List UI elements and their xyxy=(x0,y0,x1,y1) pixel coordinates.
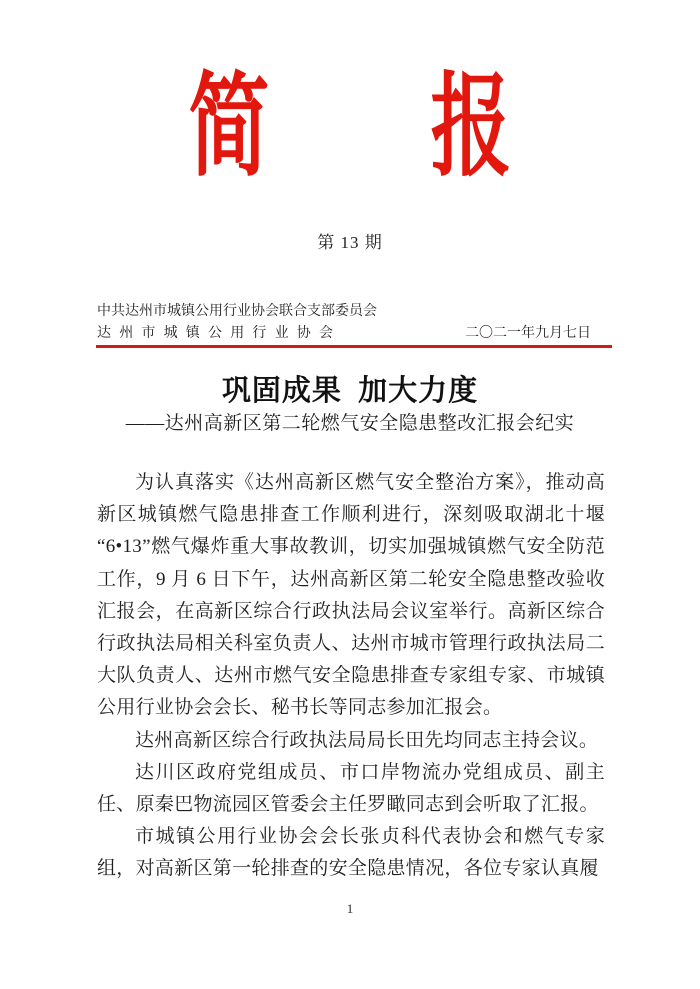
article-title: 巩固成果 加大力度 xyxy=(221,375,479,407)
org-block xyxy=(97,301,377,345)
masthead-title xyxy=(0,66,700,190)
article-body xyxy=(97,467,605,886)
masthead-char-right: 报 xyxy=(430,66,512,190)
issue-date: 二〇二一年九月七日 xyxy=(465,326,591,341)
paragraph: 市城镇公用行业协会会长张贞科代表协会和燃气专家组，对高新区第一轮排查的安全隐患情况，各位专家认真履 xyxy=(97,826,605,880)
issue-number: 第 13 期 xyxy=(317,233,383,252)
paragraph: 达川区政府党组成员、市口岸物流办党组成员、副主任、原秦巴物流园区管委会主任罗瞰同志到会听取了汇报。 xyxy=(97,761,605,816)
paragraph: 达州高新区综合行政执法局局长田先均同志主持会议。 xyxy=(135,729,599,751)
paragraph: 为认真落实《达州高新区燃气安全整治方案》，推动高新区城镇燃气隐患排查工作顺利进行，深刻吸取湖北十堰“6•13”燃气爆炸重大事故教训，切实加强城镇燃气安全防范工作，9 月 6 日下午，达州高新区第二轮安全隐患整改验收汇报会，在高新区综合行政执法局会议室举行。高新区综合行政执法局相关科室负责人、达州市城市管理行政执法局二大队负责人、达州市燃气安全隐患排查专家组专家、市城镇公用行业协会会长、秘书长等同志参加汇报会。 xyxy=(97,472,605,719)
masthead-divider-rule xyxy=(96,345,612,348)
org-line-2: 达州市城镇公用行业协会 xyxy=(97,326,342,341)
article-subtitle: ——达州高新区第二轮燃气安全隐患整改汇报会纪实 xyxy=(125,413,575,434)
page-number: 1 xyxy=(346,901,354,916)
org-line-1: 中共达州市城镇公用行业协会联合支部委员会 xyxy=(97,304,377,319)
masthead-char-left: 简 xyxy=(188,66,270,190)
